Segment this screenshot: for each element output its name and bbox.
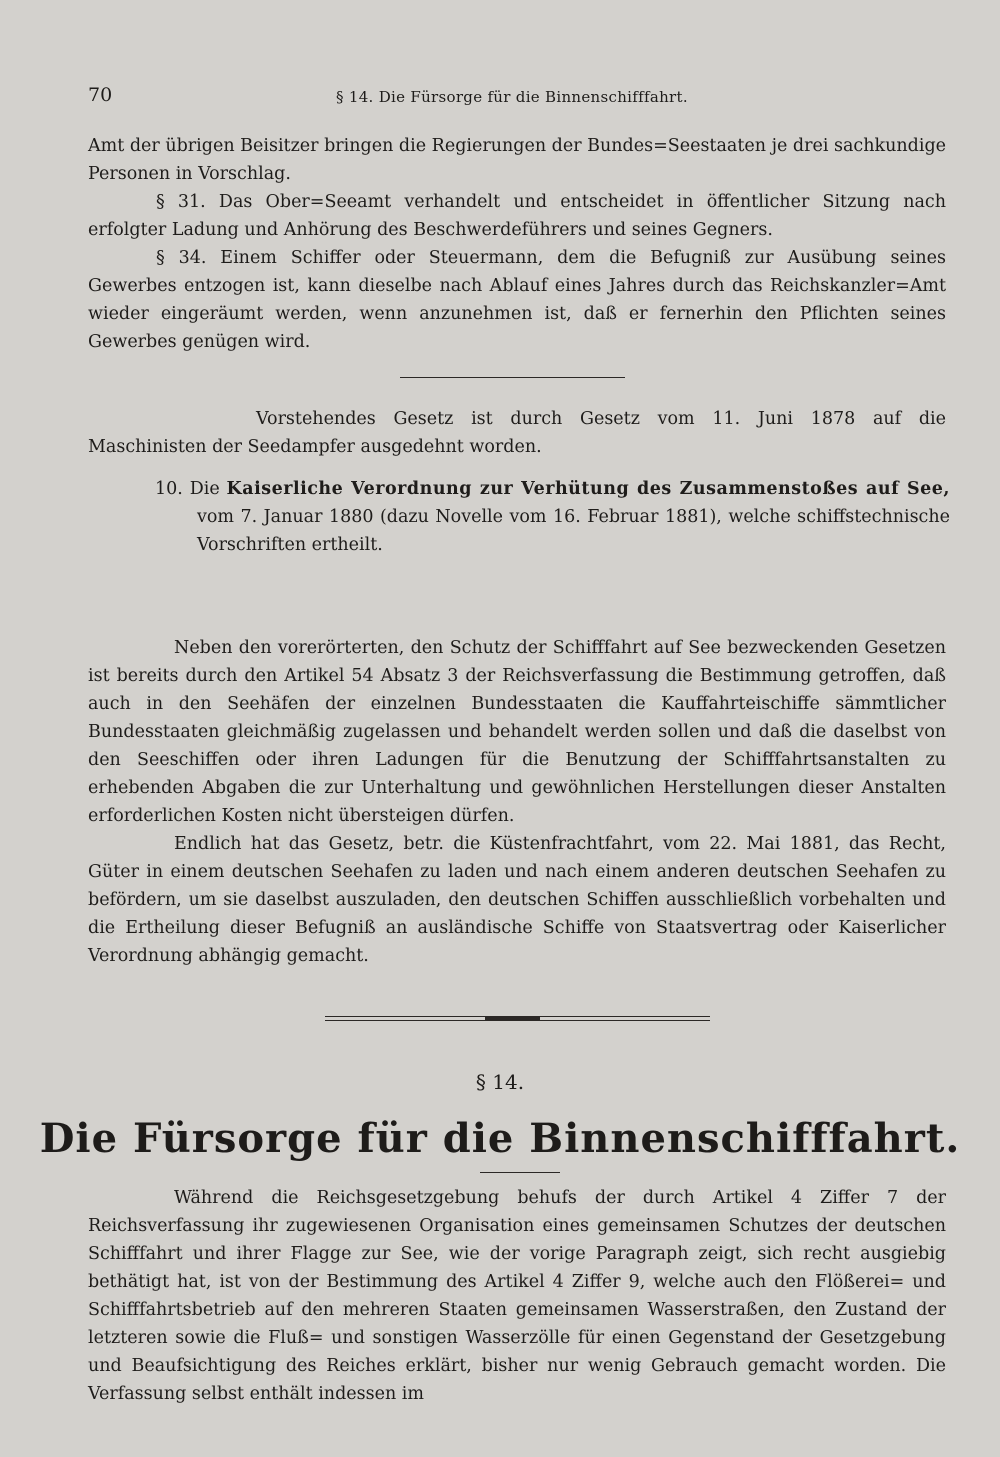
running-title: § 14. Die Fürsorge für die Binnenschifffahrt. [336, 88, 688, 106]
paragraph-section-31: § 31. Das Ober=Seeamt verhandelt und entscheidet in öffentlicher Sitzung nach erfolgter Ladung und Anhörung des Beschwerdeführers und seines Gegners. [88, 192, 946, 240]
item-title: Kaiserliche Verordnung zur Verhütung des Zusammenstoßes auf See, [226, 479, 950, 499]
paragraph-binnenschifffahrt: Während die Reichsgesetzgebung behufs der durch Artikel 4 Ziffer 7 der Reichsverfassung ihr zugewiesenen Organisation eines gemeinsamen Schutzes der deutschen Schifffahrt und ihrer Flagge zur See, wie der vorige Paragraph zeigt, sich recht ausgiebig bethätigt hat, ist von der Bestimmung des Artikel 4 Ziffer 9, welche auch den Flößerei= und Schifffahrtsbetrieb auf den mehreren Staaten gemeinsamen Wasserstraßen, den Zustand der letzteren sowie die Fluß= und sonstigen Wasserzölle für einen Gegenstand der Gesetzgebung und Beaufsichtigung des Reiches erklärt, bisher nur wenig Gebrauch gemacht worden. Die Verfassung selbst enthält indessen im [88, 1188, 946, 1404]
ornament-center-bar [485, 1016, 540, 1021]
list-item-10 [155, 475, 950, 559]
heading-underline [480, 1172, 560, 1173]
note-paragraph: Vorstehendes Gesetz ist durch Gesetz vom 11. Juni 1878 auf die Maschinisten der Seedampfer ausgedehnt worden. [88, 409, 946, 457]
section-number: § 14. [475, 1070, 525, 1094]
item-lead: Die [189, 479, 220, 499]
section-body [88, 1184, 946, 1408]
paragraph-kuestenfrachtfahrt: Endlich hat das Gesetz, betr. die Küstenfrachtfahrt, vom 22. Mai 1881, das Recht, Güter in einem deutschen Seehafen zu laden und nach einem anderen deutschen Seehafen zu befördern, um sie daselbst auszuladen, den deutschen Schiffen ausschließlich vorbehalten und die Ertheilung dieser Befugniß an ausländische Schiffe von Staatsvertrag oder Kaiserlicher Verordnung abhängig gemacht. [88, 834, 946, 966]
page-number: 70 [88, 84, 113, 106]
running-header [88, 84, 948, 114]
section-heading: Die Fürsorge für die Binnenschifffahrt. [39, 1115, 961, 1162]
paragraph-continued: Amt der übrigen Beisitzer bringen die Regierungen der Bundes=Seestaaten je drei sachkundige Personen in Vorschlag. [88, 136, 946, 184]
continued-paragraphs [88, 132, 946, 356]
paragraph-reichsverfassung: Neben den vorerörterten, den Schutz der Schifffahrt auf See bezweckenden Gesetzen ist bereits durch den Artikel 54 Absatz 3 der Reichsverfassung die Bestimmung getroffen, daß auch in den Seehäfen der einzelnen Bundesstaaten die Kauffahrteischiffe sämmtlicher Bundesstaaten gleichmäßig zugelassen und behandelt werden sollen und daß die daselbst von den Seeschiffen oder ihren Ladungen für die Benutzung der Schifffahrtsanstalten zu erhebenden Abgaben die zur Unterhaltung und gewöhnlichen Herstellungen dieser Anstalten erforderlichen Kosten nicht übersteigen dürfen. [88, 638, 946, 826]
item-number: 10. [155, 479, 183, 499]
note-block [88, 405, 946, 461]
paragraph-section-34: § 34. Einem Schiffer oder Steuermann, dem die Befugniß zur Ausübung seines Gewerbes entzogen ist, kann dieselbe nach Ablauf eines Jahres durch das Reichskanzler=Amt wieder eingeräumt werden, wenn anzunehmen ist, daß er fernerhin den Pflichten seines Gewerbes genügen wird. [88, 248, 946, 352]
item-rest: vom 7. Januar 1880 (dazu Novelle vom 16. Februar 1881), welche schiffstechnische Vorschriften ertheilt. [197, 507, 950, 555]
main-paragraphs [88, 634, 946, 970]
short-divider [400, 377, 625, 378]
